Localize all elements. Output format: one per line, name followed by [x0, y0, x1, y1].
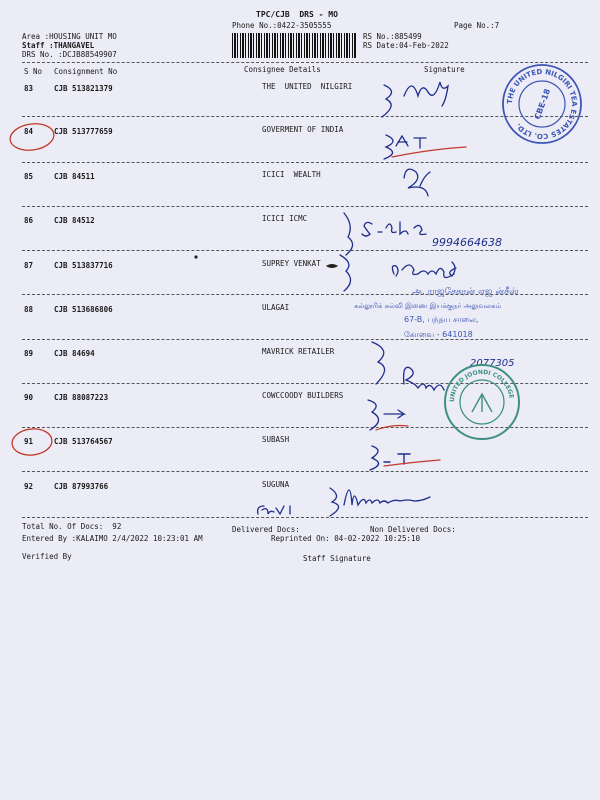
svg-text:CBE-18: CBE-18: [532, 87, 553, 121]
red-underline-mark: [392, 147, 466, 157]
row-separator: [22, 250, 588, 251]
verified-by: Verified By: [22, 552, 72, 561]
col-header-sno: S No: [24, 67, 43, 76]
signature-mark: [370, 446, 379, 470]
signature-mark: [258, 506, 290, 514]
col-header-signature: Signature: [424, 65, 465, 74]
svg-text:THE UNITED NILGIRI TEA ESTATES: THE UNITED NILGIRI TEA ESTATES CO. LTD.: [505, 67, 579, 141]
rs-number: RS No.:885499: [363, 32, 422, 41]
signature-mark: [404, 367, 444, 390]
signature-mark: [330, 488, 339, 516]
tamil-office-stamp: [352, 282, 552, 342]
phone-note: 9994664638: [432, 236, 502, 249]
red-circle-mark: [8, 121, 55, 153]
row-separator: [22, 471, 588, 472]
signature-mark: [344, 490, 430, 505]
row-sno: 84: [24, 127, 34, 136]
row-sno: 88: [24, 305, 34, 314]
table-bottom-rule: [22, 517, 588, 518]
row-sno: 91: [24, 437, 34, 446]
rs-date: RS Date:04-Feb-2022: [363, 41, 449, 50]
signature-mark: [384, 135, 393, 159]
entered-by: Entered By :KALAIMO 2/4/2022 10:23:01 AM: [22, 534, 203, 543]
col-header-consignment: Consignment No: [54, 67, 118, 76]
svg-text:அ. ராஜசேகரன் ஏஜ ன்சீஸ்: அ. ராஜசேகரன் ஏஜ ன்சீஸ்: [412, 287, 519, 297]
svg-text:UNITED JOONDI COLLEGE: UNITED JOONDI COLLEGE: [448, 368, 515, 403]
barcode: [232, 33, 356, 58]
document-title: TPC/CJB DRS - MO: [256, 10, 338, 19]
row-sno: 89: [24, 349, 34, 358]
row-consignee: SUGUNA: [262, 480, 290, 489]
row-sno: 87: [24, 261, 34, 270]
row-sno: 85: [24, 172, 34, 181]
svg-text:கோவை - 641018: கோவை - 641018: [404, 330, 473, 339]
row-consignment: CJB 88087223: [54, 393, 109, 402]
signature-mark: [404, 82, 448, 106]
signature-mark: [362, 222, 426, 236]
row-consignment: CJB 513764567: [54, 437, 113, 446]
signature-mark: [396, 136, 426, 148]
row-consignment: CJB 513821379: [54, 84, 113, 93]
row-sno: 83: [24, 84, 34, 93]
row-sno: 90: [24, 393, 34, 402]
row-consignment: CJB 513837716: [54, 261, 113, 270]
row-consignee: ICICI ICMC: [262, 214, 308, 223]
row-consignee: MAVRICK RETAILER: [262, 347, 335, 356]
drs-number: DRS No. :DCJB88549907: [22, 50, 117, 59]
row-consignee: ICICI WEALTH: [262, 170, 321, 179]
non-delivered-docs: Non Delivered Docs:: [370, 525, 456, 534]
row-consignee: SUPREY VENKAT: [262, 259, 321, 268]
page-number: Page No.:7: [454, 21, 500, 30]
svg-text:67-B, பந்தய சாலை,: 67-B, பந்தய சாலை,: [404, 315, 479, 324]
svg-text:கல்லூரிக் கல்வி இணை இயக்குநர்: கல்லூரிக் கல்வி இணை இயக்குநர் அலுவலகம்: [354, 302, 502, 310]
signature-mark: [384, 410, 404, 418]
signature-mark: [372, 342, 385, 384]
staff-field: Staff :THANGAVEL: [22, 41, 95, 50]
signature-mark: [404, 169, 430, 196]
signature-mark: [392, 262, 456, 278]
row-consignment: CJB 84511: [54, 172, 95, 181]
signature-mark: [384, 454, 410, 464]
row-consignee: THE UNITED NILGIRI: [262, 82, 353, 91]
phone-note-2: 2077305: [470, 358, 515, 369]
red-underline-mark: [384, 460, 440, 466]
col-header-consignee: Consignee Details: [244, 65, 321, 74]
row-consignee: ULAGAI: [262, 303, 290, 312]
signature-mark: [344, 213, 353, 255]
row-consignee: GOVERMENT OF INDIA: [262, 125, 344, 134]
reprinted-on: Reprinted On: 04-02-2022 10:25:10: [271, 534, 421, 543]
phone-number: Phone No.:0422-3505555: [232, 21, 332, 30]
area-field: Area :HOUSING UNIT MO: [22, 32, 117, 41]
row-sno: 92: [24, 482, 34, 491]
row-consignment: CJB 87993766: [54, 482, 109, 491]
row-separator: [22, 206, 588, 207]
row-consignee: SUBASH: [262, 435, 290, 444]
company-seal-stamp: [500, 62, 584, 146]
total-docs: Total No. Of Docs: 92: [22, 522, 122, 531]
row-separator: [22, 162, 588, 163]
round-college-seal: [442, 362, 522, 442]
row-consignment: CJB 84512: [54, 216, 95, 225]
delivered-docs: Delivered Docs:: [232, 525, 300, 534]
row-consignment: CJB 84694: [54, 349, 95, 358]
signature-mark: [382, 85, 392, 117]
signature-mark: [368, 400, 379, 430]
row-sno: 86: [24, 216, 34, 225]
row-consignee: COWCCOODY BUILDERS: [262, 391, 344, 400]
staff-signature: Staff Signature: [303, 554, 371, 563]
row-consignment: CJB 513777659: [54, 127, 113, 136]
signature-mark: [340, 255, 351, 291]
row-consignment: CJB 513686806: [54, 305, 113, 314]
